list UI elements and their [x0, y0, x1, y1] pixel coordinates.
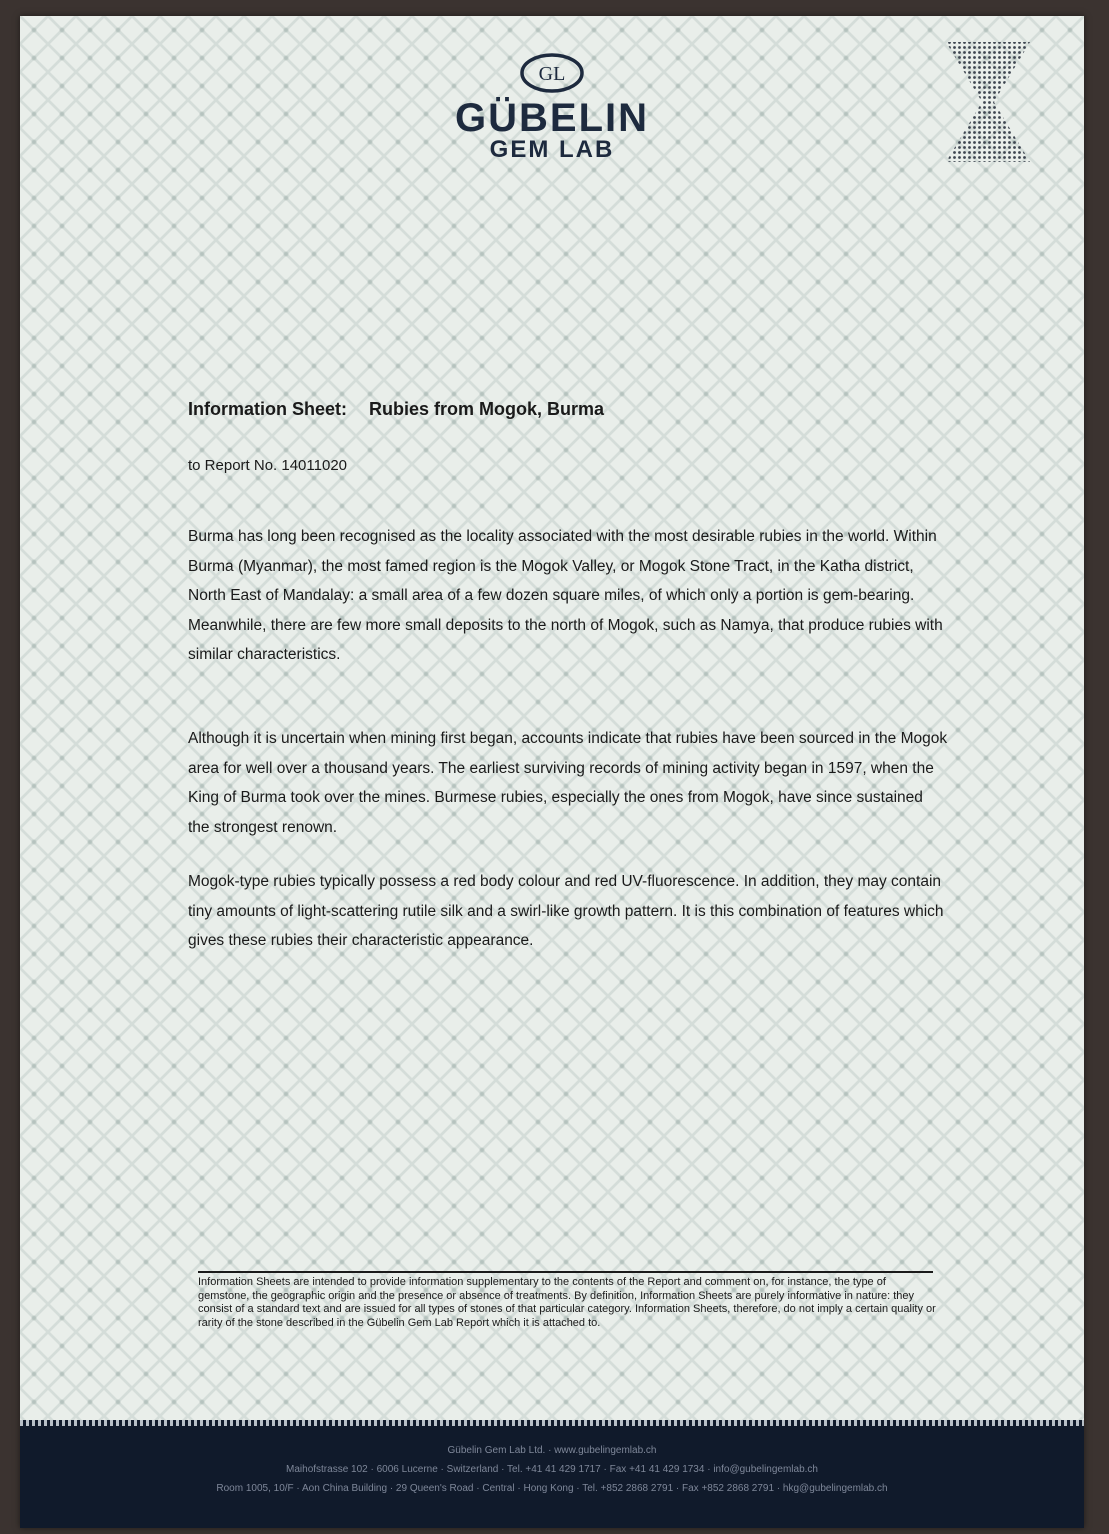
paragraph-locality: Burma has long been recognised as the locality associated with the most desirable rubies in the world. Within Burma (Myanmar), the most famed region is the Mogok Valley, or Mogok Stone Tract, in the Katha district, North East of Mandalay: a small area of a few dozen square miles, of which only a portion is gem-bearing. Meanwhile, there are few more small deposits to the north of Mogok, such as Namya, that produce rubies with similar characteristics.: [188, 528, 943, 663]
logo-subtitle: GEM LAB: [489, 136, 615, 163]
paragraph-characteristics: Mogok-type rubies typically possess a red body colour and red UV-fluorescence. In addition, they may contain tiny amounts of light-scattering rutile silk and a swirl-like growth pattern. It is this combination of features which gives these rubies their characteristic appearance.: [188, 873, 944, 949]
svg-text:GL: GL: [538, 63, 566, 85]
gl-monogram-icon: [517, 50, 587, 96]
disclaimer-text: Information Sheets are intended to provide information supplementary to the contents of the Report and comment on, for instance, the type of gemstone, the geographic origin and the presence or absence of treatments. By definition, Information Sheets are purely informative in nature: they consist of a standard text and are issued for all types of stones of that particular category. Information Sheets, therefore, do not imply a certain quality or rarity of the stone described in the Gübelin Gem Lab Report which it is attached to.: [198, 1276, 936, 1329]
report-reference: to Report No. 14011020: [188, 457, 348, 474]
logo-name: GÜBELIN: [455, 96, 649, 140]
gubelin-logo: [20, 50, 1084, 162]
heading-label: Information Sheet:: [188, 399, 348, 419]
footer-lucerne-address: Maihofstrasse 102 · 6006 Lucerne · Switzerland · Tel. +41 41 429 1717 · Fax +41 41 429 1734 · info@gubelingemlab.ch: [286, 1464, 818, 1475]
footer-company-line: Gübelin Gem Lab Ltd. · www.gubelingemlab.ch: [447, 1445, 657, 1456]
footer-hongkong-address: Room 1005, 10/F · Aon China Building · 29 Queen's Road · Central · Hong Kong · Tel. +852 2868 2791 · Fax +852 2868 2791 · hkg@gubelingemlab.ch: [216, 1483, 888, 1494]
disclaimer-divider: [198, 1271, 933, 1273]
footer-band: [20, 1420, 1084, 1528]
information-sheet-page: [20, 16, 1084, 1528]
footer-pattern-edge: [20, 1420, 1084, 1426]
paragraph-history: Although it is uncertain when mining first began, accounts indicate that rubies have been sourced in the Mogok area for well over a thousand years. The earliest surviving records of mining activity began in 1597, when the King of Burma took over the mines. Burmese rubies, especially the ones from Mogok, have since sustained the strongest renown.: [188, 730, 948, 836]
hourglass-emblem-icon: [942, 40, 1034, 164]
heading-subject: Rubies from Mogok, Burma: [369, 399, 605, 419]
sheet-heading: [188, 399, 604, 420]
